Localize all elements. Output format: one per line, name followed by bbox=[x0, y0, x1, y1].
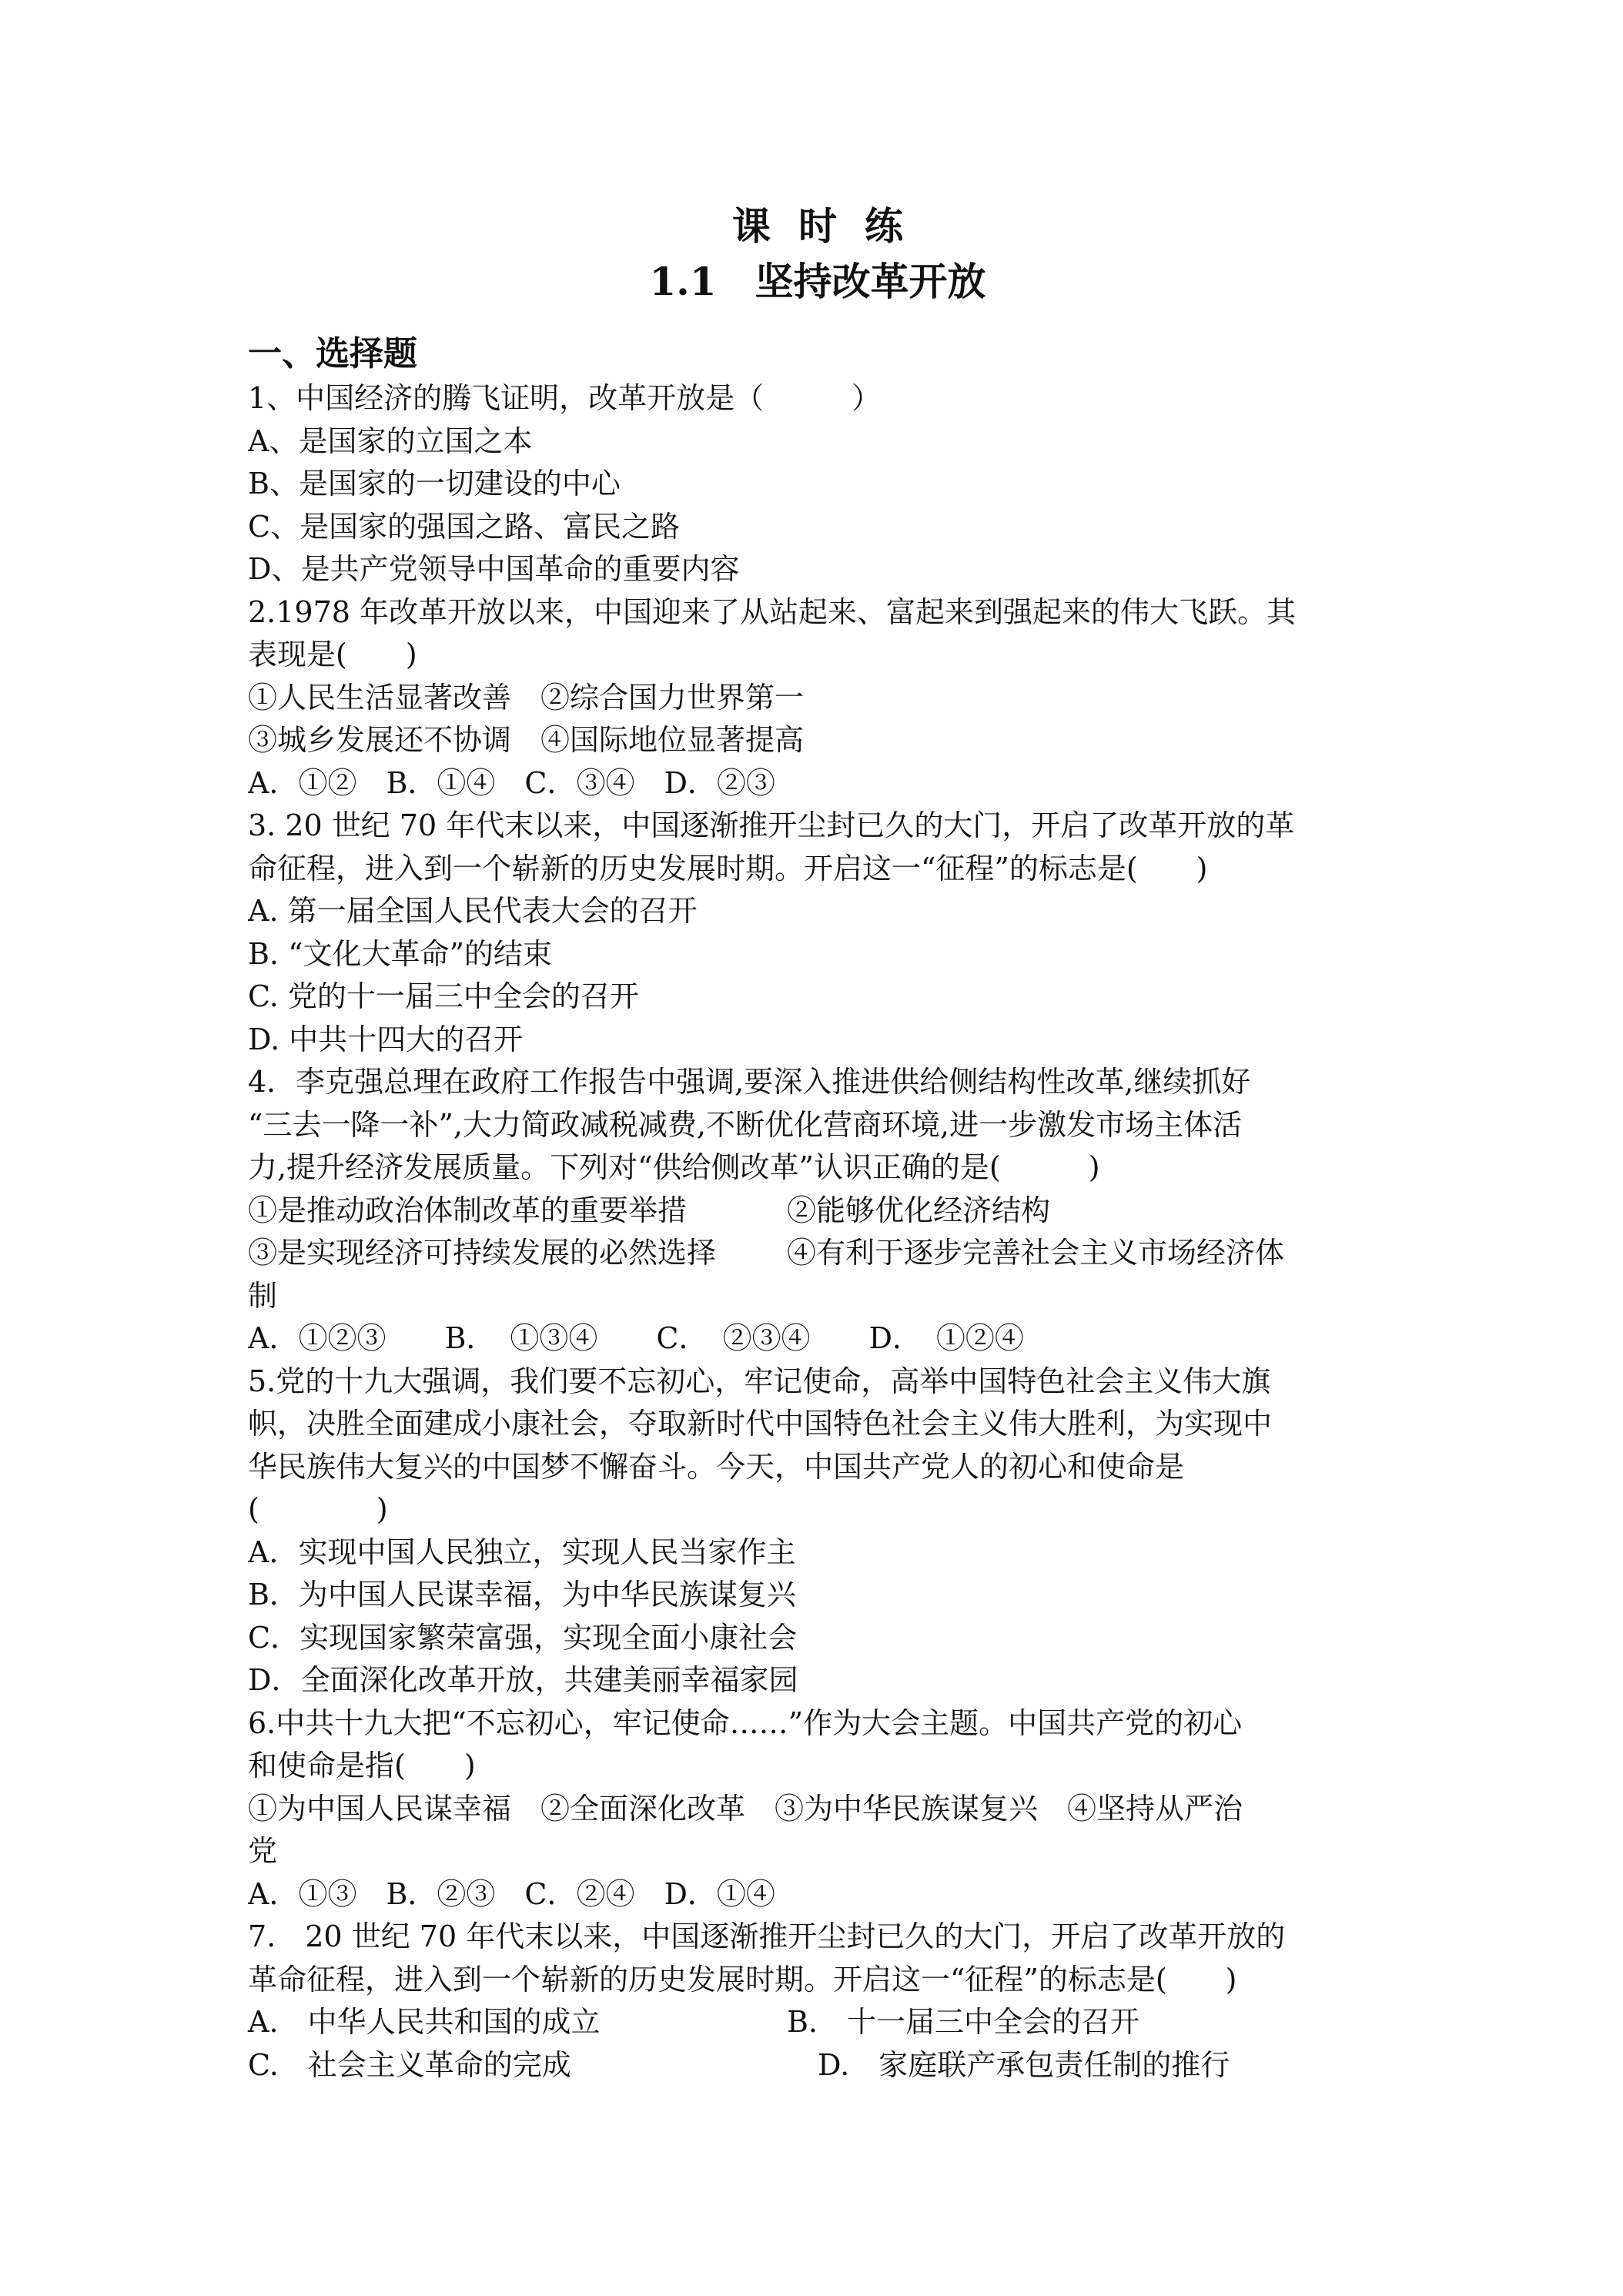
worksheet-title: 课时练 bbox=[732, 203, 931, 249]
option-d: D. 中共十四大的召开 bbox=[248, 1022, 524, 1056]
options-row bbox=[248, 2044, 1387, 2087]
option-b: B. “文化大革命”的结束 bbox=[248, 936, 552, 971]
statement-items: ③城乡发展还不协调 ④国际地位显著提高 bbox=[248, 723, 805, 757]
question-stem-continued: 表现是( ) bbox=[248, 638, 417, 671]
statement-4: ④有利于逐步完善社会主义市场经济体 bbox=[787, 1236, 1285, 1270]
statement-2: ②能够优化经济结构 bbox=[787, 1193, 1051, 1227]
section-heading: 一、选择题 bbox=[248, 334, 417, 373]
statement-3: ③是实现经济可持续发展的必然选择 bbox=[248, 1236, 717, 1270]
option-c: C、是国家的强国之路、富民之路 bbox=[248, 509, 681, 544]
question-5 bbox=[248, 1361, 1387, 1702]
question-4 bbox=[248, 1061, 1387, 1361]
statement-items bbox=[248, 1232, 1387, 1275]
option-b: B．为中国人民谋幸福，为中华民族谋复兴 bbox=[248, 1578, 796, 1612]
option-d: D、是共产党领导中国革命的重要内容 bbox=[248, 552, 740, 586]
question-stem-continued: 帜，决胜全面建成小康社会，夺取新时代中国特色社会主义伟大胜利，为实现中 bbox=[248, 1407, 1273, 1441]
question-1 bbox=[248, 377, 1387, 591]
answer-options: A．①②③ B． ①③④ C． ②③④ D． ①②④ bbox=[248, 1321, 1024, 1355]
statement-4-continued: 制 bbox=[248, 1278, 278, 1313]
question-stem-continued: 和使命是指( ) bbox=[248, 1749, 476, 1782]
question-stem: 5.党的十九大强调，我们要不忘初心，牢记使命，高举中国特色社会主义伟大旗 bbox=[248, 1364, 1271, 1398]
question-6 bbox=[248, 1702, 1387, 1916]
lesson-title: 1.1 坚持改革开放 bbox=[649, 259, 986, 304]
question-2 bbox=[248, 591, 1387, 805]
options-row bbox=[248, 2001, 1387, 2044]
option-d: D．全面深化改革开放，共建美丽幸福家园 bbox=[248, 1663, 798, 1697]
statement-items bbox=[248, 1190, 1387, 1233]
option-c: C. 社会主义革命的完成 bbox=[248, 2047, 571, 2082]
question-stem: 2.1978 年改革开放以来，中国迎来了从站起来、富起来到强起来的伟大飞跃。其 bbox=[248, 594, 1297, 629]
question-stem-continued: 革命征程，进入到一个崭新的历史发展时期。开启这一“征程”的标志是( ) bbox=[248, 1962, 1237, 1996]
question-3 bbox=[248, 805, 1387, 1061]
question-stem-continued: 命征程，进入到一个崭新的历史发展时期。开启这一“征程”的标志是( ) bbox=[248, 851, 1208, 885]
option-c: C. 党的十一届三中全会的召开 bbox=[248, 979, 639, 1013]
option-b: B、是国家的一切建设的中心 bbox=[248, 467, 621, 500]
question-stem-continued: ( ) bbox=[248, 1492, 388, 1526]
answer-options: A．①② B．①④ C．③④ D．②③ bbox=[248, 765, 775, 800]
question-7 bbox=[248, 1916, 1387, 2087]
question-stem: 6.中共十九大把“不忘初心，牢记使命……”作为大会主题。中国共产党的初心 bbox=[248, 1705, 1243, 1740]
option-b: B. 十一届三中全会的召开 bbox=[787, 2005, 1140, 2039]
statement-items: ①人民生活显著改善 ②综合国力世界第一 bbox=[248, 680, 805, 715]
question-stem: 7. 20 世纪 70 年代末以来，中国逐渐推开尘封已久的大门，开启了改革开放的 bbox=[248, 1919, 1286, 1953]
answer-options: A．①③ B．②③ C．②④ D．①④ bbox=[248, 1876, 775, 1911]
question-stem-continued: 华民族伟大复兴的中国梦不懈奋斗。今天，中国共产党人的初心和使命是 bbox=[248, 1449, 1185, 1484]
question-stem-continued: 力,提升经济发展质量。下列对“供给侧改革”认识正确的是( ) bbox=[248, 1150, 1100, 1184]
question-stem: 3. 20 世纪 70 年代末以来，中国逐渐推开尘封已久的大门，开启了改革开放的革 bbox=[248, 808, 1295, 842]
option-a: A．实现中国人民独立，实现人民当家作主 bbox=[248, 1535, 796, 1569]
option-d: D. 家庭联产承包责任制的推行 bbox=[818, 2047, 1230, 2082]
worksheet-page bbox=[248, 202, 1387, 2087]
question-stem-continued: “三去一降一补”,大力简政减税减费,不断优化营商环境,进一步激发市场主体活 bbox=[248, 1107, 1243, 1142]
statement-items: 党 bbox=[248, 1834, 278, 1868]
option-a: A、是国家的立国之本 bbox=[248, 423, 533, 458]
option-a: A. 第一届全国人民代表大会的召开 bbox=[248, 894, 698, 928]
question-stem: 1、中国经济的腾飞证明，改革开放是（ ） bbox=[248, 381, 882, 415]
question-stem: 4．李克强总理在政府工作报告中强调,要深入推进供给侧结构性改革,继续抓好 bbox=[248, 1065, 1251, 1099]
statement-1: ①是推动政治体制改革的重要举措 bbox=[248, 1193, 688, 1227]
option-c: C．实现国家繁荣富强，实现全面小康社会 bbox=[248, 1620, 798, 1655]
statement-items: ①为中国人民谋幸福 ②全面深化改革 ③为中华民族谋复兴 ④坚持从严治 bbox=[248, 1791, 1243, 1826]
option-a: A. 中华人民共和国的成立 bbox=[248, 2005, 601, 2039]
